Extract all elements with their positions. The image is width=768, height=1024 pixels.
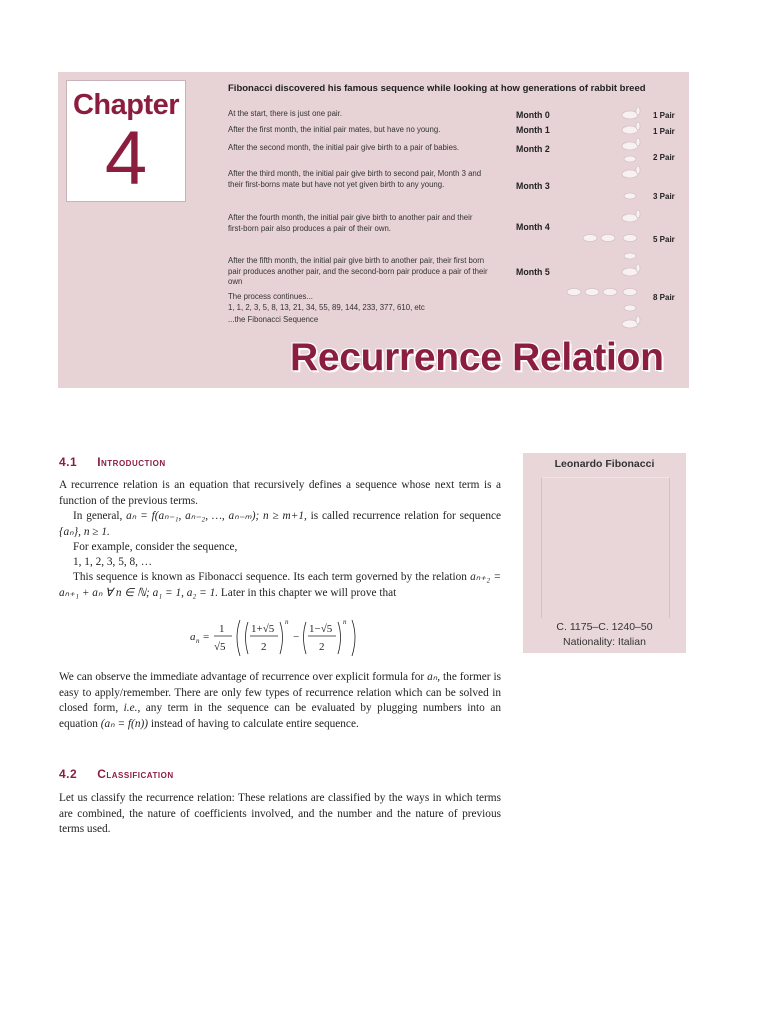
fibonacci-numbers: 1, 1, 2, 3, 5, 8, 13, 21, 34, 55, 89, 144, 233, 377, 610, etc [228,303,425,312]
section-heading [59,455,166,469]
rabbit-pair-icon [622,138,640,150]
pair-count: 3 Pair [653,192,675,201]
inline-formula: (aₙ = f(n)) [100,717,148,730]
inline-formula: aₙ, [427,671,441,683]
svg-text:a: a [190,631,196,643]
rabbit-pair-icon [622,107,640,119]
month-label: Month 0 [516,110,550,120]
rabbit-pair-icon [622,122,640,134]
rabbit-pair-icon [622,210,640,222]
svg-text:√5: √5 [214,641,226,653]
sequence-example: 1, 1, 2, 3, 5, 8, … [73,556,153,568]
chapter-label: Chapter [72,89,180,121]
paragraph: For example, consider the sequence, [73,541,238,553]
paragraph [59,509,501,540]
svg-text:1+√5: 1+√5 [251,623,275,635]
rabbit-pair-icon [624,305,636,311]
text-run: any term in the sequence can be evaluated by plugging numbers into an equation [59,702,501,730]
svg-text:n: n [343,618,347,626]
pair-count: 1 Pair [653,111,675,120]
rabbit-pair-icon [624,193,636,199]
paragraph: Let us classify the recurrence relation: These relations are classified by the ways in which terms are combined, the nature of coefficients involved, and the number and the nature of previous terms used. [59,792,501,835]
rabbit-pair-icon [624,253,636,259]
rabbit-pair-icon [622,264,640,276]
person-name: Leonardo Fibonacci [554,458,655,470]
section-number: 4.1 [59,455,78,469]
portrait-image [541,477,670,618]
lifespan: C. 1175–C. 1240–50 [556,621,653,633]
step-text: After the fifth month, the initial pair give birth to another pair, their first born pair produces another pair, and the second-born pair produce a pair of their own [228,256,488,286]
section-number: 4.2 [59,767,78,781]
step-text: After the first month, the initial pair mates, but have no young. [228,125,441,134]
svg-text:2: 2 [319,641,325,653]
binet-formula [190,612,380,662]
month-label: Month 2 [516,144,550,154]
svg-text:1−√5: 1−√5 [309,623,333,635]
step-text: After the third month, the initial pair give birth to second pair, Month 3 and their first-borns mate but have not yet given birth to any young. [228,169,482,189]
paragraph [59,570,501,601]
inline-formula: aₙ₊₂ = aₙ₊₁ + aₙ ∀ n ∈ ℕ; a₁ = 1, a₂ = 1. [59,571,501,599]
rabbit-pair-icon [622,316,640,328]
rabbit-pair-icon [567,289,637,296]
inline-formula: aₙ = f(aₙ₋₁, aₙ₋₂, …, aₙ₋ₘ); n ≥ m+1, [126,510,307,522]
pair-count: 2 Pair [653,153,675,162]
svg-text:n: n [196,637,200,645]
rabbit-pair-icon [624,156,636,162]
chapter-title: Recurrence Relation [290,336,664,379]
svg-text:2: 2 [261,641,267,653]
text-run: We can observe the immediate advantage of recurrence over explicit formula for [59,671,428,683]
rabbit-pair-icon [583,235,637,242]
text-run: Later in this chapter we will prove that [218,586,397,599]
pair-count: 5 Pair [653,235,675,244]
text-run: i.e., [123,702,141,714]
paragraph [59,670,501,732]
month-label: Month 3 [516,181,550,191]
nationality: Nationality: Italian [563,636,646,648]
text-run: In general, [73,510,127,522]
text-run: This sequence is known as Fibonacci sequence. Its each term governed by the relation [73,571,471,583]
paragraph: A recurrence relation is an equation that recursively defines a sequence whose next term is a function of the previous terms. [59,479,501,507]
month-label: Month 4 [516,222,550,232]
month-label: Month 5 [516,267,550,277]
step-text: After the fourth month, the initial pair give birth to another pair and their first-born pair also produces a pair of their own. [228,213,473,233]
chapter-number: 4 [104,116,148,201]
rabbit-pair-icon [622,166,640,178]
step-text: At the start, there is just one pair. [228,109,342,118]
rabbit-diagram-title: Fibonacci discovered his famous sequence while looking at how generations of rabbit breed [228,83,646,94]
svg-text:=: = [203,631,210,643]
section-heading [59,767,174,781]
step-text: ...the Fibonacci Sequence [228,315,319,324]
svg-text:−: − [293,631,300,643]
pair-count: 1 Pair [653,127,675,136]
text-run: the former is easy to apply/remember. There are only few types of recurrence relation which can be solved in closed form, [59,671,501,714]
section-title: Classification [97,767,174,781]
biography-sidebar [523,453,686,653]
step-text: After the second month, the initial pair give birth to a pair of babies. [228,143,460,152]
chapter-badge [66,80,186,202]
rabbit-breeding-diagram [560,104,652,334]
svg-text:1: 1 [219,623,225,635]
text-run: is called recurrence relation for sequence [306,510,501,522]
svg-text:n: n [285,618,289,626]
section-title: Introduction [97,455,166,469]
pair-count: 8 Pair [653,293,675,302]
step-text: The process continues... [228,292,313,301]
text-run: instead of having to calculate entire sequence. [148,717,359,730]
month-label: Month 1 [516,125,550,135]
inline-formula: {aₙ}, n ≥ 1. [59,525,110,538]
